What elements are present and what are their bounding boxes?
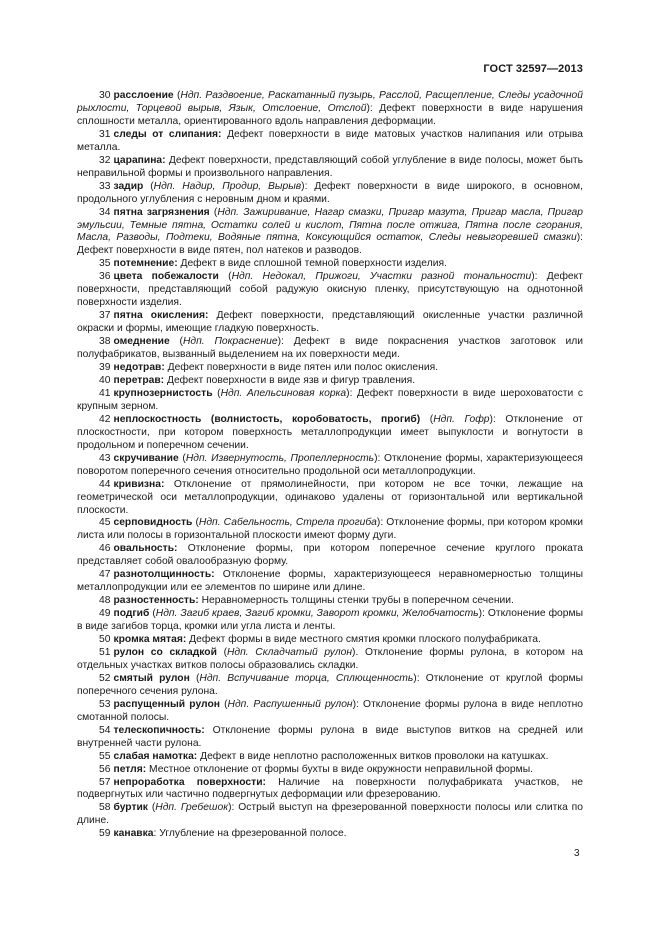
term-entry — [77, 699, 583, 725]
term-entry — [77, 479, 583, 518]
deprecated-synonyms: Ндп. Апельсиновая корка — [220, 387, 347, 399]
term-entry — [77, 608, 583, 634]
punctuation: ( — [173, 90, 181, 101]
punctuation: ( — [147, 802, 156, 814]
term-name: перетрав: — [113, 374, 165, 386]
term-number: 54 — [99, 724, 111, 736]
term-number: 52 — [99, 672, 111, 684]
term-definition: Отклонение формы рулона в виде выступов витков на средней или внутренней части рулона. — [77, 724, 583, 749]
term-definition: ): Дефект в виде покраснения участков заготовок или полуфабрикатов, вызванный выделением на их поверхности меди. — [77, 336, 583, 361]
term-name: телескопичность: — [113, 724, 205, 736]
term-name: следы от слипания: — [113, 128, 222, 140]
term-number: 59 — [99, 828, 111, 840]
term-entry — [77, 129, 583, 155]
term-entry — [77, 181, 583, 207]
term-number: 42 — [99, 413, 111, 425]
punctuation: ( — [212, 387, 221, 399]
term-definition: Отклонение формы, при котором поперечное сечение круглого проката представляет собой овалообразную форму. — [77, 543, 583, 568]
punctuation: ( — [216, 646, 227, 658]
term-definition: Дефект поверхности в виде матовых участков налипания или отрыва металла. — [77, 128, 583, 153]
term-definition: ): Дефект поверхности в виде шероховатости с крупным зерном. — [77, 387, 583, 412]
term-number: 50 — [99, 634, 111, 646]
deprecated-synonyms: Ндп. Покраснение — [182, 336, 278, 348]
term-entry — [77, 414, 583, 453]
term-definition: Дефект поверхности, представляющий окисленные участки различной окраски и формы, имеющие гладкую поверхность. — [77, 310, 583, 335]
deprecated-synonyms: Ндп. Сабельность, Стрела прогиба — [198, 517, 377, 529]
term-definition: ): Острый выступ на фрезерованной поверхности полосы или слитка по длине. — [77, 802, 583, 827]
term-name: омеднение — [113, 336, 170, 348]
term-name: рулон со складкой — [113, 646, 217, 658]
term-name: кромка мятая: — [113, 634, 187, 646]
term-entry — [77, 388, 583, 414]
term-name: задир — [113, 180, 144, 192]
term-definition: Наличие на поверхности полуфабриката участков, не подвергнутых или частично подвергнутых деформации или фрезерованию. — [77, 776, 583, 801]
punctuation: ( — [219, 698, 228, 710]
term-name: слабая намотка: — [113, 750, 198, 762]
term-entry — [77, 362, 583, 375]
term-definition: : Углубление на фрезерованной полосе. — [153, 828, 347, 840]
term-definition: ): Отклонение формы, характеризующееся поворотом поперечного сечения относительно продольной оси металлопродукции. — [77, 452, 584, 477]
term-name: распущенный рулон — [113, 698, 220, 710]
term-name: овальность: — [113, 543, 178, 555]
punctuation: ( — [420, 413, 434, 425]
term-name: пятна окисления: — [113, 310, 209, 322]
punctuation: ( — [169, 336, 183, 348]
term-number: 46 — [99, 543, 111, 555]
term-number: 51 — [99, 646, 111, 658]
term-definition: Отклонение от прямолинейности, при котором не все точки, лежащие на геометрической оси металлопродукции, одинаково удалены от горизонтальной или вертикальной плоскости. — [77, 478, 583, 516]
term-name: непроработка поверхности: — [113, 776, 266, 788]
term-number: 41 — [99, 387, 111, 399]
term-entry — [77, 569, 583, 595]
punctuation: ( — [149, 608, 156, 620]
term-name: разнотолщинность: — [113, 569, 215, 581]
term-entry — [77, 777, 583, 803]
term-entry — [77, 375, 583, 388]
term-number: 48 — [99, 595, 111, 607]
term-name: серповидность — [113, 517, 193, 529]
term-entry — [77, 453, 583, 479]
term-definition: Дефект в виде неплотно расположенных витков проволоки на катушках. — [197, 750, 549, 762]
term-number: 45 — [99, 517, 111, 529]
term-name: неплоскостность (волнистость, коробоватость, прогиб) — [113, 413, 421, 425]
deprecated-synonyms: Ндп. Распушенный рулон — [227, 698, 353, 710]
deprecated-synonyms: Ндп. Зажиривание, Нагар смазки, Пригар мазута, Пригар масла, Пригар эмульсии, Темные пятна, Остатки солей и кислот, Пятна после отжига, Пятна после сгорания, Масла, Разводы, Подтеки, Водяные пятна, Коксующийся остаток, Следы невыгоревшей смазки — [77, 206, 584, 244]
deprecated-synonyms: Ндп. Надир, Продир, Вырыв — [153, 180, 302, 192]
term-number: 30 — [99, 90, 111, 101]
deprecated-synonyms: Ндп. Загиб краев, Загиб кромки, Заворот кромки, Желобчатость — [155, 608, 479, 620]
term-entry — [77, 725, 583, 751]
deprecated-synonyms: Ндп. Раздвоение, Раскатанный пузырь, Расслой, Расщепление, Следы усадочной рыхлости, Торцевой вырыв, Язык, Отслоение, Отслой — [77, 90, 583, 114]
punctuation: ( — [218, 271, 232, 283]
standard-number: ГОСТ 32597—2013 — [483, 63, 583, 75]
term-entry — [77, 336, 583, 362]
deprecated-synonyms: Ндп. Извернутость, Пропеллерность — [185, 452, 375, 464]
term-name: цвета побежалости — [113, 271, 219, 283]
deprecated-synonyms: Ндп. Гофр — [433, 413, 490, 425]
term-entry — [77, 258, 583, 271]
term-number: 38 — [99, 336, 111, 348]
punctuation: ( — [189, 672, 200, 684]
term-entry — [77, 751, 583, 764]
terms-list — [77, 90, 583, 841]
term-number: 32 — [99, 154, 111, 166]
term-entry — [77, 310, 583, 336]
term-name: кривизна: — [113, 478, 165, 490]
term-number: 40 — [99, 374, 111, 386]
term-entry — [77, 517, 583, 543]
term-number: 33 — [99, 180, 111, 192]
punctuation: ( — [192, 517, 199, 529]
term-name: буртик — [113, 802, 148, 814]
term-number: 55 — [99, 750, 111, 762]
term-name: смятый рулон — [113, 672, 190, 684]
term-definition: Дефект в виде сплошной темной поверхности изделия. — [177, 258, 447, 270]
term-definition: ): Дефект поверхности в виде широкого, в основном, продольного углубления с неровным дном и краями. — [77, 180, 583, 205]
term-entry — [77, 207, 583, 259]
term-definition: ): Отклонение формы, при котором кромки листа или полосы в горизонтальной плоскости имеют форму дуги. — [77, 517, 584, 542]
term-name: пятна загрязнения — [113, 206, 210, 218]
term-entry — [77, 764, 583, 777]
term-number: 53 — [99, 698, 111, 710]
term-number: 44 — [99, 478, 111, 490]
term-definition: Дефект формы в виде местного смятия кромки плоского полуфабриката. — [186, 634, 541, 646]
term-definition: ): Отклонение формы в виде загибов торца, кромки или угла листа и ленты. — [77, 608, 583, 633]
punctuation: ( — [209, 206, 218, 218]
term-definition: ): Отклонение от плоскостности, при котором поверхность металлопродукции имеет выпуклости и вогнутости в продольном и поперечном сечении. — [77, 413, 583, 451]
deprecated-synonyms: Ндп. Недокал, Прижоги, Участки разной тональности — [231, 271, 532, 283]
term-definition: Местное отклонение от формы бухты в виде окружности неправильной формы. — [146, 763, 533, 775]
punctuation: ( — [178, 452, 186, 464]
term-number: 58 — [99, 802, 111, 814]
term-name: расслоение — [113, 90, 174, 101]
term-definition: Дефект поверхности в виде язв и фигур травления. — [164, 374, 416, 386]
term-number: 39 — [99, 362, 111, 374]
term-definition: ): Отклонение от круглой формы поперечного сечения рулона. — [77, 672, 584, 697]
term-number: 31 — [99, 128, 111, 140]
term-entry — [77, 271, 583, 310]
punctuation: ( — [143, 180, 154, 192]
term-number: 37 — [99, 310, 111, 322]
term-entry — [77, 673, 583, 699]
term-name: царапина: — [113, 154, 166, 166]
term-definition: ): Дефект поверхности в виде нарушения сплошности металла, ориентированного вдоль направления деформации. — [77, 102, 584, 127]
term-number: 56 — [99, 763, 111, 775]
term-name: петля: — [113, 763, 147, 775]
term-number: 36 — [99, 271, 111, 283]
term-entry — [77, 543, 583, 569]
term-entry — [77, 634, 583, 647]
term-number: 43 — [99, 452, 111, 464]
term-definition: Дефект поверхности в виде пятен или полос окисления. — [164, 362, 439, 374]
term-entry — [77, 155, 583, 181]
term-name: потемнение: — [113, 258, 178, 270]
term-name: разностенность: — [113, 595, 199, 607]
deprecated-synonyms: Ндп. Гребешок — [155, 802, 229, 814]
term-definition: Отклонение формы, характеризующееся неравномерностью толщины металлопродукции или ее элементов по ширине или длине. — [77, 569, 583, 594]
term-number: 49 — [99, 608, 111, 620]
term-definition: ): Дефект поверхности в виде пятен, пол натеков и разводов. — [77, 232, 583, 257]
term-entry — [77, 595, 583, 608]
term-name: скручивание — [113, 452, 179, 464]
term-definition: Дефект поверхности, представляющий собой углубление в виде полосы, может быть неправильной формы и произвольного направления. — [77, 154, 583, 179]
term-entry — [77, 647, 583, 673]
term-name: подгиб — [113, 608, 150, 620]
term-number: 47 — [99, 569, 111, 581]
term-entry — [77, 90, 583, 129]
term-definition: ): Дефект поверхности, представляющий собой радужую окисную пленку, присутствующую на однотонной поверхности изделия. — [77, 271, 583, 309]
term-entry — [77, 802, 583, 828]
term-number: 34 — [99, 206, 111, 218]
term-name: крупнозернистость — [113, 387, 213, 399]
page-number: 3 — [574, 848, 580, 859]
term-name: недотрав: — [113, 362, 165, 374]
term-definition: ): Отклонение формы рулона в виде неплотно смотанной полосы. — [77, 698, 583, 723]
term-number: 35 — [99, 258, 111, 270]
term-number: 57 — [99, 776, 111, 788]
term-definition: ). Отклонение формы рулона, в котором на отдельных участках витков полосы образовались складки. — [77, 646, 583, 671]
deprecated-synonyms: Ндп. Вспучивание торца, Сплющенность — [199, 672, 414, 684]
term-definition: Неравномерность толщины стенки трубы в поперечном сечении. — [198, 595, 514, 607]
term-entry — [77, 828, 583, 841]
deprecated-synonyms: Ндп. Складчатый рулон — [227, 646, 353, 658]
term-name: канавка — [113, 828, 154, 840]
